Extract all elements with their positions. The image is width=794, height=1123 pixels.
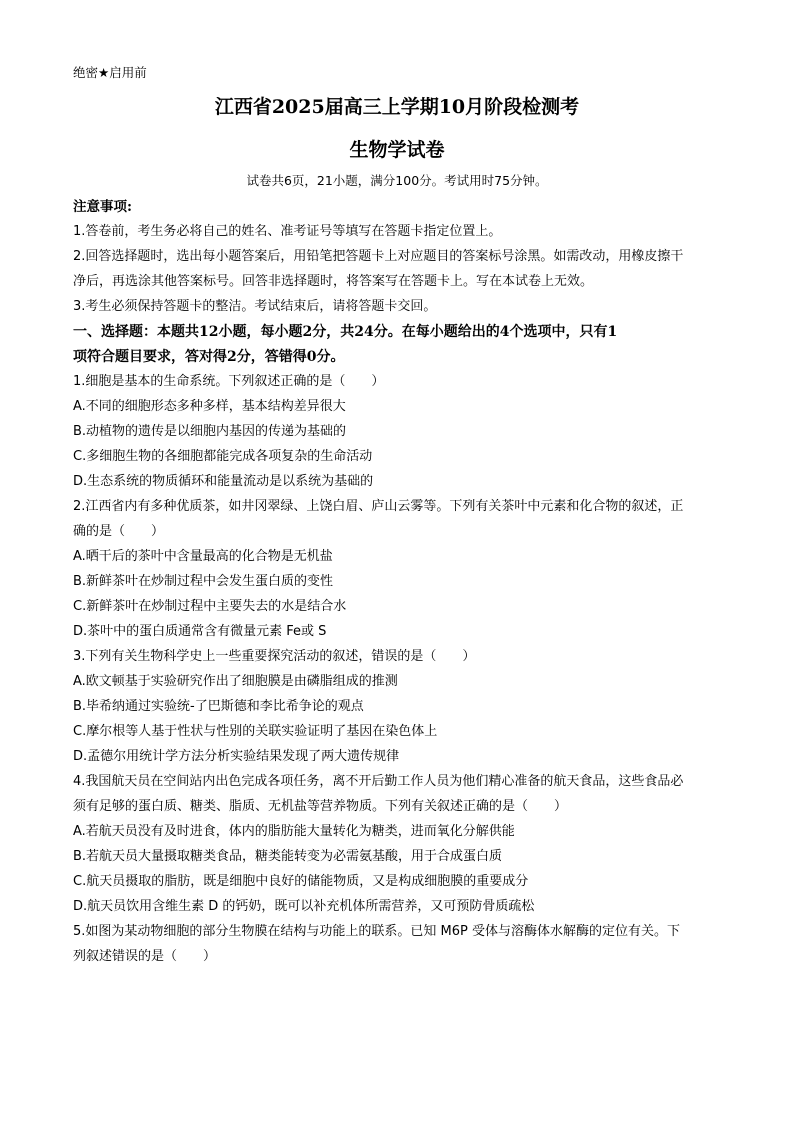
section-heading: 项符合题目要求，答对得2分，答错得0分。	[73, 349, 345, 365]
question-option: B.新鲜茶叶在炒制过程中会发生蛋白质的变性	[73, 574, 334, 589]
question-option: C.多细胞生物的各细胞都能完成各项复杂的生命活动	[73, 449, 373, 464]
question-option: D.生态系统的物质循环和能量流动是以系统为基础的	[73, 474, 374, 489]
question-option: A.晒干后的茶叶中含量最高的化合物是无机盐	[73, 549, 333, 564]
notice-heading: 注意事项:	[73, 199, 132, 215]
question-option: B.毕希纳通过实验统-了巴斯德和李比希争论的观点	[73, 699, 364, 714]
question-stem: 须有足够的蛋白质、糖类、脂质、无机盐等营养物质。下列有关叙述正确的是（ ）	[73, 799, 568, 814]
question-option: A.若航天员没有及时进食，体内的脂肪能大量转化为糖类，进而氧化分解供能	[73, 824, 515, 839]
exam-info: 试卷共6页，21小题，满分100分。考试用时75分钟。	[246, 173, 548, 188]
question-option: D.航天员饮用含维生素 D 的钙奶，既可以补充机体所需营养，又可预防骨质疏松	[73, 899, 535, 914]
question-option: C.新鲜茶叶在炒制过程中主要失去的水是结合水	[73, 599, 347, 614]
notice-item: 净后，再选涂其他答案标号。回答非选择题时，将答案写在答题卡上。写在本试卷上无效。	[73, 274, 594, 289]
question-stem: 4.我国航天员在空间站内出色完成各项任务，离不开后勤工作人员为他们精心准备的航天食品，这些食品必	[73, 774, 684, 789]
question-stem: 1.细胞是基本的生命系统。下列叙述正确的是（ ）	[73, 374, 385, 389]
question-stem: 列叙述错误的是（ ）	[73, 949, 217, 964]
notice-item: 2.回答选择题时，选出每小题答案后，用铅笔把答题卡上对应题目的答案标号涂黑。如需改动，用橡皮擦干	[73, 249, 684, 264]
question-stem: 5.如图为某动物细胞的部分生物膜在结构与功能上的联系。已知 M6P 受体与溶酶体水解酶的定位有关。下	[73, 924, 680, 939]
notice-item: 3.考生必须保持答题卡的整洁。考试结束后，请将答题卡交回。	[73, 299, 437, 314]
question-stem: 2.江西省内有多种优质茶，如井冈翠绿、上饶白眉、庐山云雾等。下列有关茶叶中元素和化合物的叙述，正	[73, 499, 684, 514]
section-heading: 一、选择题：本题共12小题，每小题2分，共24分。在每小题给出的4个选项中，只有1	[73, 324, 618, 340]
question-option: C.摩尔根等人基于性状与性别的关联实验证明了基因在染色体上	[73, 724, 438, 739]
question-option: C.航天员摄取的脂肪，既是细胞中良好的储能物质，又是构成细胞膜的重要成分	[73, 874, 529, 889]
question-option: D.茶叶中的蛋白质通常含有微量元素 Fe或 S	[73, 624, 327, 639]
question-option: B.若航天员大量摄取糖类食品，糖类能转变为必需氨基酸，用于合成蛋白质	[73, 849, 503, 864]
question-option: B.动植物的遗传是以细胞内基因的传递为基础的	[73, 424, 347, 439]
question-option: A.欧文顿基于实验研究作出了细胞膜是由磷脂组成的推测	[73, 674, 398, 689]
question-option: A.不同的细胞形态多种多样，基本结构差异很大	[73, 399, 346, 414]
notice-item: 1.答卷前，考生务必将自己的姓名、准考证号等填写在答题卡指定位置上。	[73, 224, 502, 239]
page-subtitle: 生物学试卷	[349, 139, 445, 161]
question-option: D.孟德尔用统计学方法分析实验结果发现了两大遗传规律	[73, 749, 400, 764]
question-stem: 确的是（ ）	[73, 524, 165, 539]
page-title: 江西省2025届高三上学期10月阶段检测考	[214, 96, 580, 118]
question-stem: 3.下列有关生物科学史上一些重要探究活动的叙述，错误的是（ ）	[73, 649, 476, 664]
secret-mark: 绝密★启用前	[73, 65, 147, 80]
